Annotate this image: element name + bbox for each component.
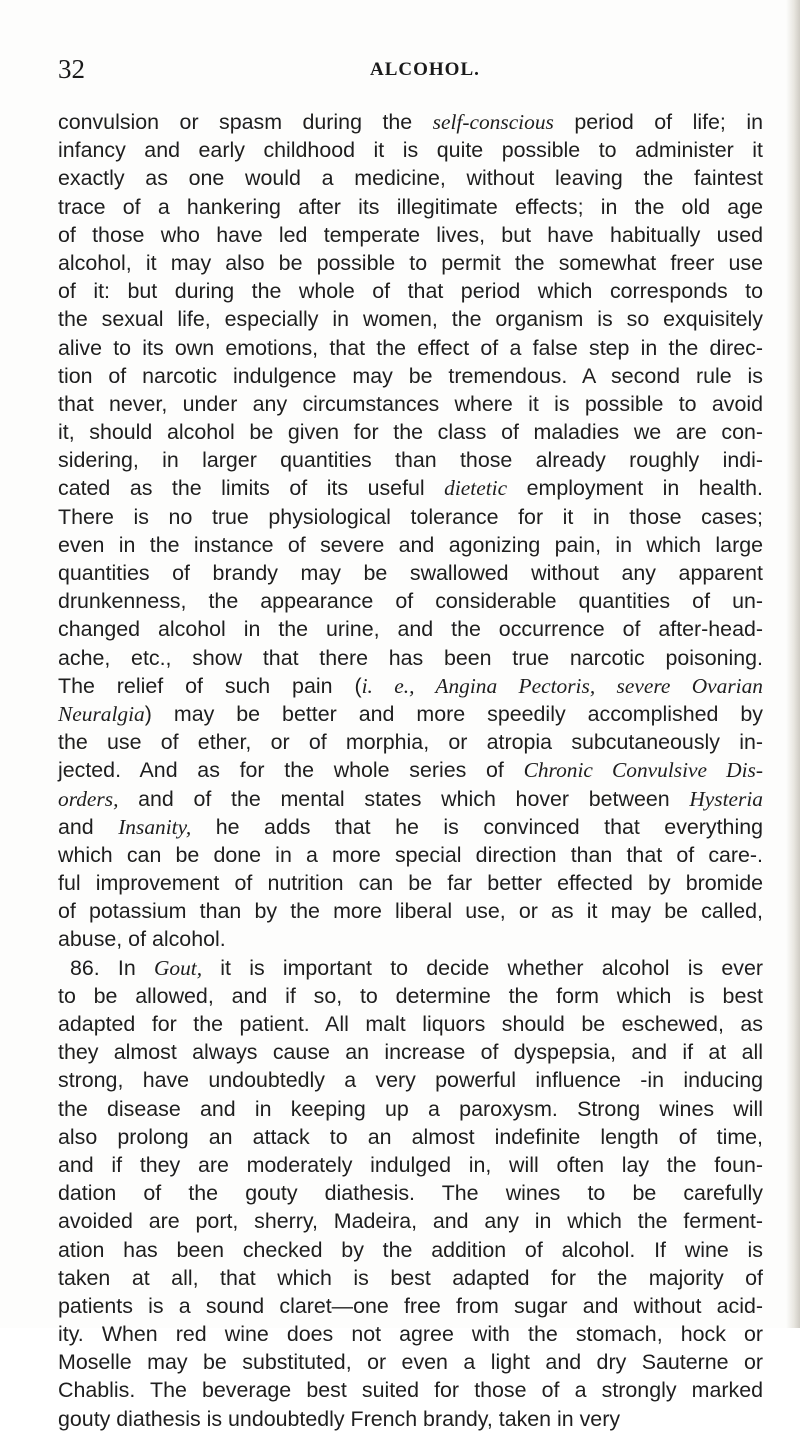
text-run: which can be done in a more special direction than that of care-. [58, 842, 763, 867]
text-run: he adds that he is convinced that everything [191, 814, 763, 839]
text-run: also prolong an attack to an almost indefinite length of time, [58, 1124, 763, 1149]
text-line [58, 897, 763, 925]
text-run: and if they are moderately indulged in, will often lay the foun- [58, 1152, 763, 1177]
text-line [58, 1151, 763, 1179]
text-line [58, 1264, 763, 1292]
text-run: the use of ether, or of morphia, or atropia subcutaneously in- [58, 730, 763, 755]
text-line [58, 1405, 763, 1433]
text-run: convulsion or spasm during the [58, 110, 433, 134]
text-line [58, 615, 763, 643]
italic-text: Chronic Convulsive Dis- [523, 758, 763, 783]
text-run: trace of a hankering after its illegitimate effects; in the old age [58, 194, 763, 219]
text-run: period of life; in [553, 110, 763, 134]
text-run: dation of the gouty diathesis. The wines to be carefully [58, 1181, 763, 1206]
text-run: it, should alcohol be given for the class of maladies we are con- [58, 420, 763, 445]
italic-text: dietetic [444, 476, 508, 501]
text-line [58, 954, 763, 982]
italic-text: self-conscious [432, 110, 554, 134]
text-run: avoided are port, sherry, Madeira, and any in which the ferment- [58, 1209, 763, 1234]
text-line [58, 446, 763, 474]
text-line [58, 277, 763, 305]
text-line [58, 925, 763, 953]
text-run: they almost always cause an increase of dyspepsia, and if at all [58, 1040, 763, 1065]
text-line [58, 813, 763, 841]
text-run: cated as the limits of its useful [58, 476, 445, 501]
text-line [58, 1292, 763, 1320]
page-edge-shadow [786, 0, 800, 1328]
text-line [58, 334, 763, 362]
text-run: to be allowed, and if so, to determine the form which is best [58, 983, 763, 1008]
text-line [58, 249, 763, 277]
text-line [58, 1348, 763, 1376]
text-line [58, 193, 763, 221]
text-line [58, 700, 763, 728]
text-run: ) may be better and more speedily accomplished by [144, 701, 763, 726]
text-line [58, 756, 763, 784]
text-line [58, 1038, 763, 1066]
text-run: tion of narcotic indulgence may be tremendous. A second rule is [58, 363, 763, 388]
text-line [58, 136, 763, 164]
italic-text: Gout, [153, 955, 203, 980]
text-run: drunkenness, the appearance of considerable quantities of un- [58, 589, 763, 614]
text-line [58, 531, 763, 559]
page-number: 32 [58, 54, 85, 84]
text-line [58, 1010, 763, 1038]
text-run: alcohol, it may also be possible to permit the somewhat freer use [58, 250, 763, 275]
text-run: that never, under any circumstances where it is possible to avoid [58, 391, 763, 416]
text-line [58, 672, 763, 700]
text-run: Moselle may be substituted, or even a light and dry Sauterne or [58, 1350, 763, 1375]
text-line [58, 841, 763, 869]
text-run: the disease and in keeping up a paroxysm. Strong wines will [58, 1096, 763, 1121]
text-line [58, 1236, 763, 1264]
text-run: gouty diathesis is undoubtedly French brandy, taken in very [58, 1406, 621, 1431]
italic-text: orders, [58, 786, 119, 811]
text-line [58, 1320, 763, 1348]
text-run: ation has been checked by the addition of alcohol. If wine is [58, 1237, 763, 1262]
text-line [58, 418, 763, 446]
text-line [58, 644, 763, 672]
text-line [58, 164, 763, 192]
text-run: taken at all, that which is best adapted for the majority of [58, 1265, 763, 1290]
text-line [58, 221, 763, 249]
text-line [58, 108, 763, 136]
text-line [58, 305, 763, 333]
text-run: ache, etc., show that there has been true narcotic poisoning. [58, 645, 763, 670]
text-run: the sexual life, especially in women, the organism is so exquisitely [58, 307, 763, 332]
text-line [58, 728, 763, 756]
text-run: of potassium than by the more liberal use, or as it may be called, [58, 899, 763, 924]
text-line [58, 474, 763, 502]
text-run: quantities of brandy may be swallowed without any apparent [58, 561, 763, 585]
text-run: and of the mental states which hover between [118, 786, 690, 811]
italic-text: i. e., Angina Pectoris, severe Ovarian [361, 673, 763, 698]
text-line [58, 1376, 763, 1404]
text-line [58, 1095, 763, 1123]
text-line [58, 1066, 763, 1094]
text-line [58, 559, 763, 587]
text-run: employment in health. [507, 476, 764, 501]
text-run: even in the instance of severe and agonizing pain, in which large [58, 532, 763, 557]
text-run: adapted for the patient. All malt liquors should be eschewed, as [58, 1012, 763, 1036]
text-line [58, 362, 763, 390]
text-run: patients is a sound claret—one free from sugar and without acid- [58, 1293, 763, 1318]
text-run: ful improvement of nutrition can be far better effected by bromide [58, 871, 763, 896]
text-run: it is important to decide whether alcohol is ever [202, 955, 763, 980]
text-line [58, 1207, 763, 1235]
text-run: abuse, of alcohol. [58, 927, 226, 952]
body-text [58, 108, 763, 1433]
running-head: ALCOHOL. [370, 59, 480, 80]
text-run: ity. When red wine does not agree with the stomach, hock or [58, 1322, 763, 1347]
text-run: jected. And as for the whole series of [58, 758, 524, 783]
page-header [58, 54, 758, 90]
italic-text: Insanity, [118, 814, 192, 839]
text-run: and [58, 814, 119, 839]
text-run: strong, have undoubtedly a very powerful influence -in inducing [58, 1068, 763, 1093]
text-run: of it: but during the whole of that period which corresponds to [58, 279, 763, 304]
text-line [58, 587, 763, 615]
text-run: changed alcohol in the urine, and the occurrence of after-head- [58, 617, 763, 642]
text-run: Chablis. The beverage best suited for those of a strongly marked [58, 1378, 763, 1403]
text-run: alive to its own emotions, that the effect of a false step in the direc- [58, 335, 763, 360]
text-run: of those who have led temperate lives, but have habitually used [58, 222, 763, 247]
text-line [58, 1123, 763, 1151]
text-run: 86. In [70, 955, 154, 980]
italic-text: Hysteria [689, 786, 763, 811]
text-run: sidering, in larger quantities than those already roughly indi- [58, 448, 763, 473]
text-line [58, 869, 763, 897]
text-line [58, 390, 763, 418]
text-line [58, 982, 763, 1010]
italic-text: Neuralgia [58, 701, 145, 726]
text-line [58, 503, 763, 531]
text-run: infancy and early childhood it is quite possible to administer it [58, 138, 763, 163]
text-run: exactly as one would a medicine, without leaving the faintest [58, 166, 763, 191]
text-line [58, 1179, 763, 1207]
text-line [58, 785, 763, 813]
text-run: There is no true physiological tolerance for it in those cases; [58, 504, 763, 529]
text-run: The relief of such pain ( [58, 673, 362, 698]
